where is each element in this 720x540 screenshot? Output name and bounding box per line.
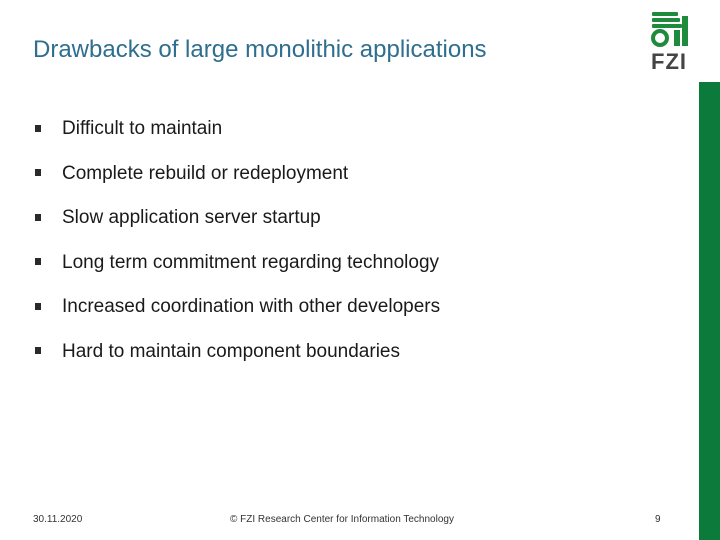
- bullet-item: [33, 285, 440, 330]
- logo-text: FZI: [651, 49, 687, 74]
- slide-title: Drawbacks of large monolithic applications: [33, 36, 487, 63]
- bullet-item: [33, 152, 440, 197]
- page-number: 9: [655, 514, 661, 525]
- bullet-text: Long term commitment regarding technology: [62, 251, 440, 273]
- bullet-text: Increased coordination with other developers: [62, 296, 441, 318]
- bullet-text: Slow application server startup: [62, 207, 321, 229]
- bullet-square-icon: [35, 303, 41, 310]
- bullet-list: [33, 107, 440, 374]
- footer-date: 30.11.2020: [33, 514, 83, 525]
- bullet-square-icon: [35, 214, 41, 221]
- bullet-item: [33, 330, 440, 375]
- bullet-item: [33, 241, 440, 286]
- bullet-text: Difficult to maintain: [62, 118, 223, 140]
- bullet-text: Complete rebuild or redeployment: [62, 162, 349, 184]
- bullet-square-icon: [35, 169, 41, 176]
- bullet-square-icon: [35, 347, 41, 354]
- bullet-item: [33, 196, 440, 241]
- bullet-square-icon: [35, 258, 41, 265]
- footer-copyright: © FZI Research Center for Information Technology: [230, 514, 454, 525]
- bullet-text: Hard to maintain component boundaries: [62, 340, 400, 362]
- bullet-square-icon: [35, 125, 41, 132]
- bullet-item: [33, 107, 440, 152]
- accent-bar: [699, 82, 720, 540]
